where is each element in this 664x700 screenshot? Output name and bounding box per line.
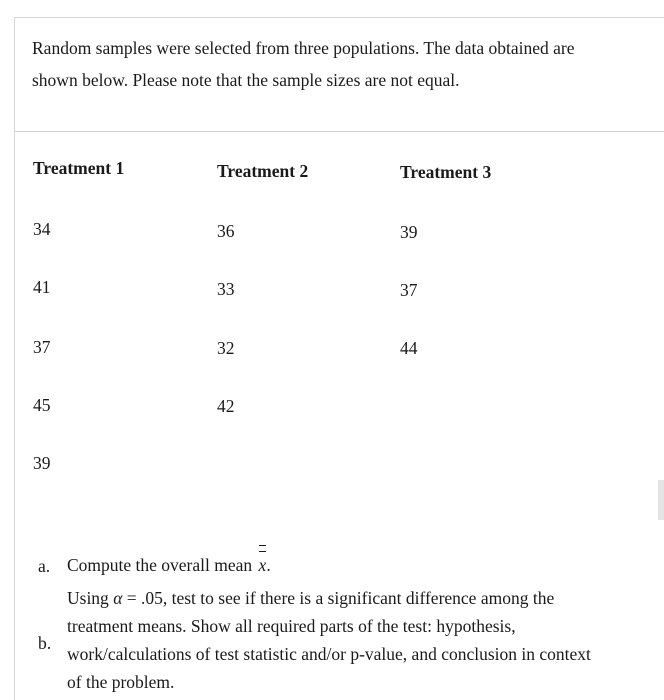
question-b-line-1: Using α = .05, test to see if there is a significant difference among the bbox=[67, 588, 555, 608]
t3-value: 44 bbox=[400, 338, 418, 358]
t1-value: 45 bbox=[33, 395, 51, 415]
header-treatment-1: Treatment 1 bbox=[33, 158, 125, 178]
intro-line-1: Random samples were selected from three populations. The data obtained are bbox=[32, 38, 575, 58]
section-divider bbox=[15, 131, 664, 132]
t3-value: 39 bbox=[400, 222, 418, 242]
header-treatment-2: Treatment 2 bbox=[217, 161, 309, 181]
alpha-symbol: α bbox=[113, 588, 123, 608]
question-b-line-4: of the problem. bbox=[67, 672, 175, 692]
double-bar-icon bbox=[259, 545, 267, 552]
header-treatment-3: Treatment 3 bbox=[400, 162, 492, 182]
question-b-line-3: work/calculations of test statistic and/or p-value, and conclusion in context bbox=[67, 644, 591, 664]
question-b-line-2: treatment means. Show all required parts of the test: hypothesis, bbox=[67, 616, 516, 636]
t1-value: 39 bbox=[33, 453, 51, 473]
t1-value: 41 bbox=[33, 277, 51, 297]
t2-value: 32 bbox=[217, 338, 235, 358]
question-a-label: a. bbox=[38, 556, 51, 576]
t2-value: 42 bbox=[217, 396, 235, 416]
question-a-period: . bbox=[266, 555, 271, 575]
question-a-prompt: Compute the overall mean bbox=[67, 555, 253, 575]
t3-value: 37 bbox=[400, 280, 418, 300]
question-a-text bbox=[67, 551, 627, 579]
question-b-text bbox=[67, 584, 627, 696]
scrollbar-edge[interactable] bbox=[658, 480, 664, 520]
t2-value: 36 bbox=[217, 221, 235, 241]
t1-value: 37 bbox=[33, 337, 51, 357]
problem-intro bbox=[32, 32, 632, 96]
t1-value: 34 bbox=[33, 219, 51, 239]
intro-line-2: shown below. Please note that the sample sizes are not equal. bbox=[32, 70, 460, 90]
question-b-label: b. bbox=[38, 633, 52, 653]
t2-value: 33 bbox=[217, 279, 235, 299]
grand-mean-symbol: x bbox=[259, 551, 267, 579]
